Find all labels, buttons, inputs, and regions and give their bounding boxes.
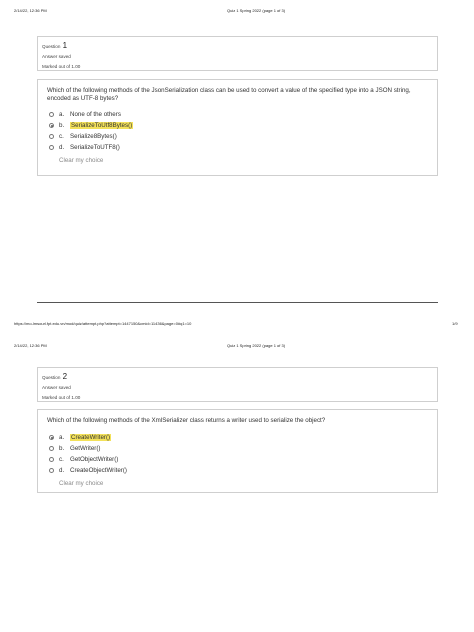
- option-text: GetObjectWriter(): [70, 456, 119, 463]
- option-letter: b.: [59, 122, 65, 129]
- page-bottom-rule: [37, 302, 438, 303]
- question-2-status: Answer saved: [42, 385, 71, 390]
- radio-button[interactable]: [49, 457, 54, 462]
- radio-button-selected[interactable]: [49, 435, 54, 440]
- option-letter: d.: [59, 467, 65, 474]
- question-1-status: Answer saved: [42, 54, 71, 59]
- clear-choice-link[interactable]: Clear my choice: [59, 480, 104, 487]
- print-header-datetime: 2/14/22, 12:36 PM: [14, 343, 47, 348]
- radio-button-selected[interactable]: [49, 123, 54, 128]
- option-letter: b.: [59, 445, 65, 452]
- radio-button[interactable]: [49, 112, 54, 117]
- print-header-datetime: 2/14/22, 12:36 PM: [14, 8, 47, 13]
- option-letter: a.: [59, 111, 65, 118]
- question-label: Question: [42, 44, 61, 49]
- question-1-info-panel: [37, 36, 438, 71]
- question-2-content-panel: [37, 409, 438, 493]
- question-label: Question: [42, 375, 61, 380]
- clear-choice-link[interactable]: Clear my choice: [59, 157, 104, 164]
- option-text-highlighted: SerializeToUtf8Bytes(): [71, 122, 133, 129]
- print-footer-page-number: 1/9: [452, 321, 458, 326]
- print-header-title: Quiz 1 Spring 2022 (page 1 of 3): [227, 8, 286, 13]
- question-2-marks: Marked out of 1.00: [42, 395, 81, 400]
- question-2-option-b[interactable]: [49, 445, 100, 452]
- question-2-option-d[interactable]: [49, 467, 127, 474]
- radio-button[interactable]: [49, 446, 54, 451]
- question-number: 2: [62, 372, 68, 381]
- option-letter: d.: [59, 144, 65, 151]
- radio-button[interactable]: [49, 145, 54, 150]
- question-1-number: [42, 41, 433, 52]
- question-2-option-c[interactable]: [49, 456, 118, 463]
- option-text-highlighted: CreateWriter(): [71, 434, 111, 441]
- option-text: None of the others: [70, 111, 121, 118]
- question-2-option-a[interactable]: [49, 434, 111, 441]
- print-header-title: Quiz 1 Spring 2022 (page 1 of 3): [227, 343, 286, 348]
- question-1-option-c[interactable]: [49, 133, 117, 140]
- option-text: CreateObjectWriter(): [70, 467, 127, 474]
- option-text: GetWriter(): [70, 445, 101, 452]
- question-1-option-b[interactable]: [49, 122, 133, 129]
- radio-button[interactable]: [49, 134, 54, 139]
- question-1-option-a[interactable]: [49, 111, 121, 118]
- question-2-text: Which of the following methods of the XmlSerializer class returns a writer used to serialize the object?: [47, 417, 326, 424]
- question-1-option-d[interactable]: [49, 144, 120, 151]
- option-letter: c.: [59, 456, 64, 463]
- question-1-marks: Marked out of 1.00: [42, 64, 81, 69]
- option-letter: a.: [59, 434, 65, 441]
- radio-button[interactable]: [49, 468, 54, 473]
- print-footer-url: https://mo-lmsourl.fpt.edu.vn/mod/quiz/attempt.php?attempt=1447150&cmid=11436&page=0#q1=10: [14, 321, 192, 326]
- question-2-info-panel: [37, 367, 438, 402]
- option-text: Serialize8Bytes(): [70, 133, 117, 140]
- question-1-text: Which of the following methods of the JsonSerialization class can be used to convert a value of the specified type into a JSON string, encoded as UTF-8 bytes?: [47, 87, 411, 102]
- option-text: SerializeToUTF8(): [70, 144, 120, 151]
- question-number: 1: [62, 41, 68, 50]
- option-letter: c.: [59, 133, 64, 140]
- question-1-content-panel: [37, 79, 438, 176]
- question-2-number: [42, 372, 433, 383]
